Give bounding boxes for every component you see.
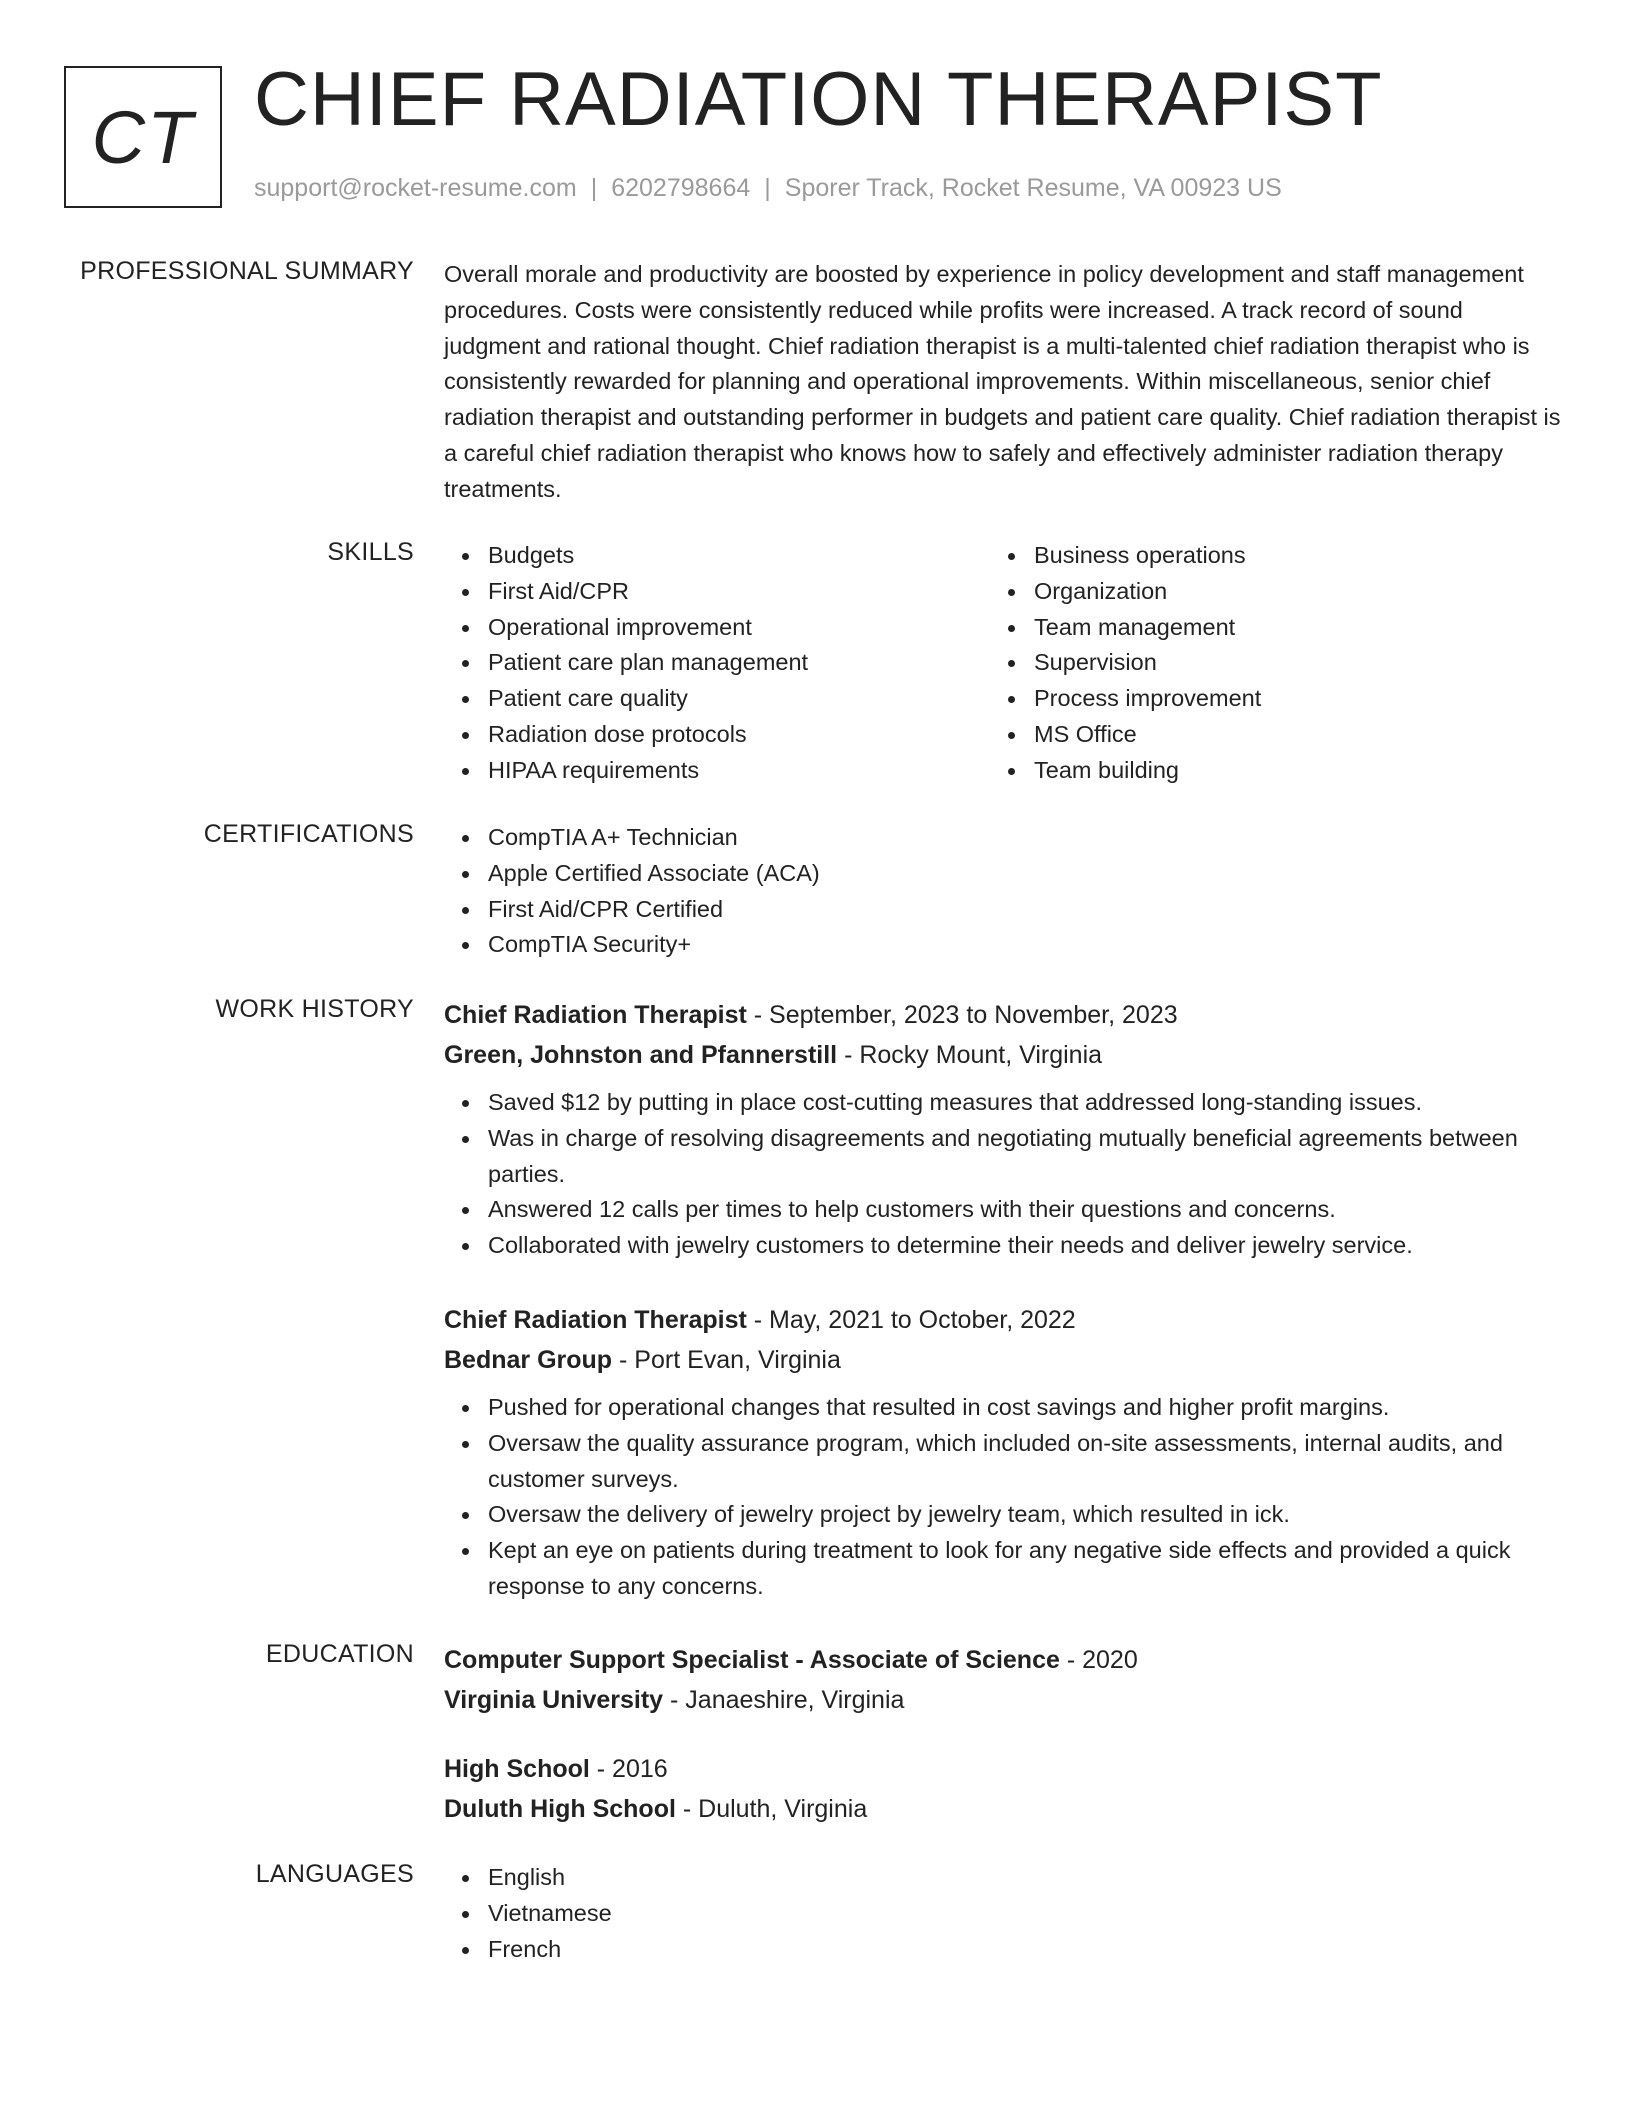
summary-text: Overall morale and productivity are boosted by experience in policy development and staff management procedures. Costs were consistently reduced while profits were increased. A track record of sound judgment and rational thought. Chief radiation therapist is a multi-talented chief radiation therapist who is consistently rewarded for planning and operational improvements. Within miscellaneous, senior chief radiation therapist and outstanding performer in budgets and patient care quality. Chief radiation therapist is a careful chief radiation therapist who knows how to safely and effectively administer radiation therapy treatments.	[444, 261, 1561, 502]
skill-item: Operational improvement	[444, 610, 990, 646]
language-item: English	[444, 1860, 1562, 1896]
certification-item: CompTIA A+ Technician	[444, 820, 1562, 856]
section-label-languages: LANGUAGES	[255, 1860, 414, 1888]
job-bullets	[444, 1390, 1562, 1605]
job-bullet: Kept an eye on patients during treatment to look for any negative side effects and provided a quick response to any concerns.	[444, 1533, 1562, 1605]
language-item: French	[444, 1932, 1562, 1968]
job-location: - Port Evan, Virginia	[612, 1346, 841, 1374]
job-title-line	[444, 995, 1562, 1035]
skill-item: Process improvement	[990, 681, 1536, 717]
education-degree: Computer Support Specialist - Associate of Science	[444, 1646, 1060, 1674]
skills-list-left	[444, 538, 990, 789]
education-school-line	[444, 1789, 1562, 1829]
languages-list	[444, 1860, 1562, 1967]
job-company: Green, Johnston and Pfannerstill	[444, 1041, 838, 1069]
skill-item: MS Office	[990, 717, 1536, 753]
job-bullet: Pushed for operational changes that resulted in cost savings and higher profit margins.	[444, 1390, 1562, 1426]
job-location: - Rocky Mount, Virginia	[837, 1041, 1103, 1069]
education-entry	[444, 1640, 1562, 1720]
education-year: - 2020	[1059, 1646, 1138, 1674]
job-dates: - May, 2021 to October, 2022	[746, 1306, 1076, 1334]
section-label-certifications: CERTIFICATIONS	[203, 820, 414, 848]
skill-item: First Aid/CPR	[444, 574, 990, 610]
skills-list-right	[990, 538, 1536, 789]
education-school: Duluth High School	[444, 1795, 676, 1823]
skill-item: Budgets	[444, 538, 990, 574]
certification-item: First Aid/CPR Certified	[444, 892, 1562, 928]
contact-separator: |	[764, 174, 771, 202]
certification-item: Apple Certified Associate (ACA)	[444, 856, 1562, 892]
skill-item: Business operations	[990, 538, 1536, 574]
languages-body	[444, 1860, 1562, 1967]
certification-item: CompTIA Security+	[444, 927, 1562, 963]
contact-separator: |	[590, 174, 598, 202]
skill-item: Patient care plan management	[444, 645, 990, 681]
certifications-body	[444, 820, 1562, 963]
education-year: - 2016	[589, 1755, 668, 1783]
skill-item: HIPAA requirements	[444, 753, 990, 789]
job-bullet: Was in charge of resolving disagreements and negotiating mutually beneficial agreements between parties.	[444, 1121, 1562, 1193]
skill-item: Supervision	[990, 645, 1536, 681]
education-degree-line	[444, 1749, 1562, 1789]
job-bullet: Answered 12 calls per times to help customers with their questions and concerns.	[444, 1192, 1562, 1228]
section-label-work-history: WORK HISTORY	[215, 995, 414, 1023]
job-title: Chief Radiation Therapist	[444, 1001, 747, 1029]
education-degree: High School	[444, 1755, 590, 1783]
certifications-list	[444, 820, 1562, 963]
job-company-line	[444, 1340, 1562, 1380]
job-bullet: Oversaw the quality assurance program, which included on-site assessments, internal audits, and customer surveys.	[444, 1426, 1562, 1498]
education-degree-line	[444, 1640, 1562, 1680]
job-dates: - September, 2023 to November, 2023	[746, 1001, 1178, 1029]
education-location: - Janaeshire, Virginia	[663, 1686, 905, 1714]
education-entry	[444, 1749, 1562, 1829]
job-title-line	[444, 1300, 1562, 1340]
job-title: Chief Radiation Therapist	[444, 1306, 747, 1334]
skill-item: Patient care quality	[444, 681, 990, 717]
section-label-education: EDUCATION	[265, 1640, 414, 1668]
language-item: Vietnamese	[444, 1896, 1562, 1932]
skill-item: Organization	[990, 574, 1536, 610]
job-bullet: Saved $12 by putting in place cost-cutting measures that addressed long-standing issues.	[444, 1085, 1562, 1121]
education-location: - Duluth, Virginia	[675, 1795, 868, 1823]
job-bullets	[444, 1085, 1562, 1264]
contact-line	[254, 174, 1282, 203]
job-entry	[444, 1300, 1562, 1605]
section-label-summary: PROFESSIONAL SUMMARY	[80, 257, 414, 285]
education-school: Virginia University	[444, 1686, 664, 1714]
monogram-initials: CT	[64, 66, 222, 208]
contact-phone[interactable]: 6202798664	[611, 174, 751, 202]
skills-columns	[444, 538, 1562, 789]
job-company: Bednar Group	[444, 1346, 613, 1374]
job-bullet: Collaborated with jewelry customers to determine their needs and deliver jewelry service.	[444, 1228, 1562, 1264]
contact-email[interactable]: support@rocket-resume.com	[254, 174, 577, 202]
resume-name: CHIEF RADIATION THERAPIST	[254, 57, 1383, 142]
skill-item: Radiation dose protocols	[444, 717, 990, 753]
section-label-skills: SKILLS	[327, 538, 414, 566]
job-bullet: Oversaw the delivery of jewelry project by jewelry team, which resulted in ick.	[444, 1497, 1562, 1533]
job-entry	[444, 995, 1562, 1264]
education-school-line	[444, 1680, 1562, 1720]
contact-address: Sporer Track, Rocket Resume, VA 00923 US	[784, 174, 1282, 202]
skill-item: Team management	[990, 610, 1536, 646]
job-company-line	[444, 1035, 1562, 1075]
skill-item: Team building	[990, 753, 1536, 789]
